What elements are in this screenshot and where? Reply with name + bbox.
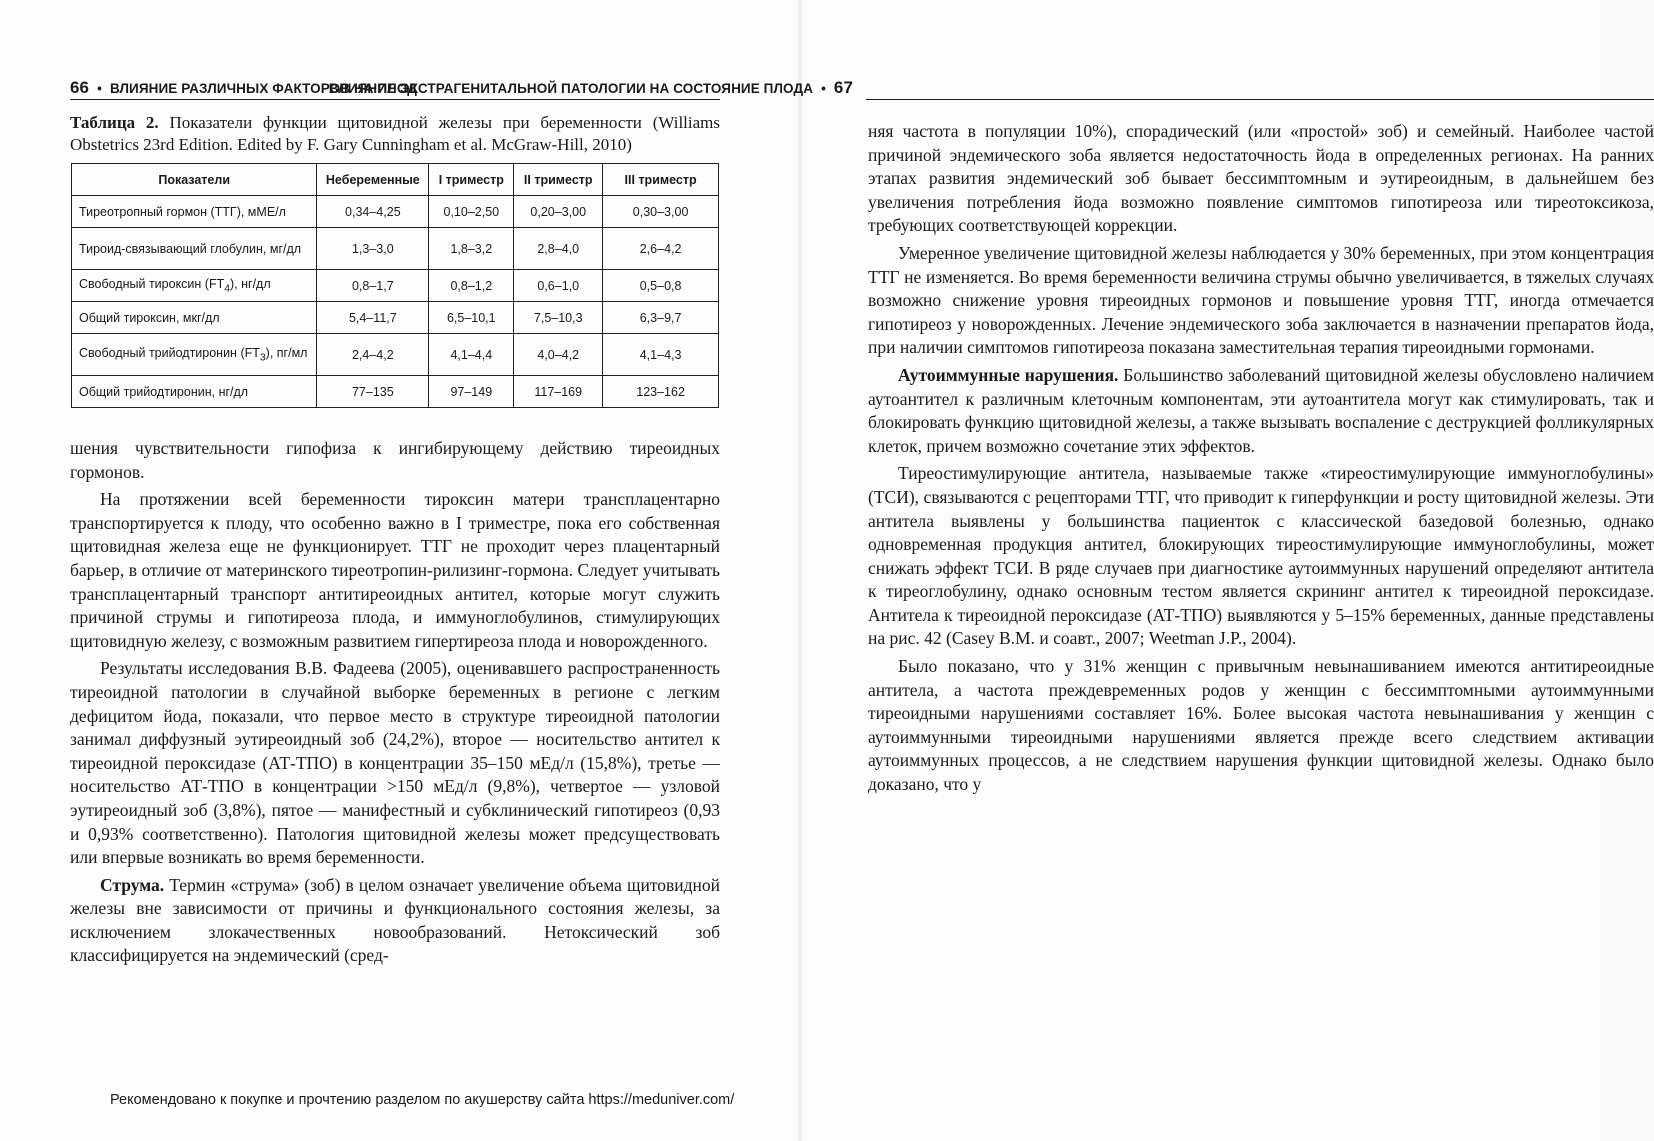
table-row (72, 376, 719, 408)
table-header-cell: I триместр (429, 164, 514, 196)
right-body-text (868, 120, 1654, 797)
row-label: Тироид-связывающий глобулин, мг/дл (72, 228, 317, 270)
row-label: Общий тироксин, мкг/дл (72, 302, 317, 334)
table-cell: 77–135 (317, 376, 429, 408)
paragraph: шения чувствительности гипофиза к ингибирующему действию тиреоидных гормонов. (70, 438, 720, 482)
table-cell: 4,1–4,3 (603, 334, 719, 376)
book-spine (798, 0, 802, 1141)
table-cell: 0,6–1,0 (514, 270, 603, 302)
table-cell: 0,8–1,2 (429, 270, 514, 302)
table-cell: 0,30–3,00 (603, 196, 719, 228)
left-page-number: 66 (70, 78, 90, 97)
table-cell: 97–149 (429, 376, 514, 408)
table-header-cell: Небеременные (317, 164, 429, 196)
table-row (72, 196, 719, 228)
table-cell: 6,5–10,1 (429, 302, 514, 334)
table-caption (70, 112, 720, 156)
left-header-title: ВЛИЯНИЕ РАЗЛИЧНЫХ ФАКТОРОВ НА ПЛОД (109, 81, 418, 96)
table-cell: 2,8–4,0 (514, 228, 603, 270)
left-header-rule (70, 99, 720, 100)
row-label: Общий трийодтиронин, нг/дл (72, 376, 317, 408)
table-cell: 7,5–10,3 (514, 302, 603, 334)
table-cell: 5,4–11,7 (317, 302, 429, 334)
table-cell: 1,3–3,0 (317, 228, 429, 270)
table-cell: 4,0–4,2 (514, 334, 603, 376)
right-running-header (248, 78, 853, 98)
autoimmune-text: Большинство заболеваний щитовидной железы обусловлено наличием аутоантител к различным клеточным компонентам, эти аутоантитела могут как стимулировать, так и блокировать функцию щитовидной железы, а также вызывать воспаление с деструкцией фолликулярных клеток, причем возможно сочетание этих эффектов. (868, 364, 1654, 456)
table-cell: 1,8–3,2 (429, 228, 514, 270)
paragraph: Умеренное увеличение щитовидной железы наблюдается у 30% беременных, при этом концентрация ТТГ не изменяется. Во время беременности величина струмы обычно увеличивается, в тяжелых случаях возможно снижение уровня тиреоидных гормонов и повышение уровня ТТГ, иногда отмечается гипотиреоз у новорожденных. Лечение эндемического зоба заключается в назначении препаратов йода, при наличии симптомов гипотиреоза показана заместительная терапия тиреоидными гормонами. (868, 242, 1654, 358)
paragraph: На протяжении всей беременности тироксин матери трансплацентарно транспортируется к плоду, что особенно важно в I триместре, пока его собственная щитовидная железа еще не функционирует. ТТГ не проходит через плацентарный барьер, в отличие от материнского тиреотропин-рилизинг-гормона. Следует учитывать трансплацентарный транспорт антитиреоидных антител, которые могут служить причиной струмы и гипотиреоза плода, и иммуноглобулинов, стимулирующих щитовидную железу, с возможным развитием гипертиреоза плода и новорожденного. (70, 489, 720, 651)
row-label-subscript: 4 (224, 283, 231, 295)
paragraph-autoimmune (868, 364, 1654, 458)
struma-term: Струма. (100, 874, 165, 895)
row-label-suffix: ), нг/дл (230, 276, 271, 291)
table-cell: 117–169 (514, 376, 603, 408)
table-cell: 0,34–4,25 (317, 196, 429, 228)
paragraph: Тиреостимулирующие антитела, называемые также «тиреостимулирующие иммуноглобулины» (ТСИ), связываются с рецепторами ТТГ, что приводит к гиперфункции и росту щитовидной железы. Эти антитела выявлены у большинства пациенток с классической базедовой болезнью, однако одновременная продукция антител, блокирующих тиреостимулирующие иммуноглобулины, может снижать эффект ТСИ. В ряде случаев при диагностике аутоиммунных нарушений определяют антитела к тиреоглобулину, однако основным тестом является скрининг антител к тиреоидной пероксидазе. Антитела к тиреоидной пероксидазе (АТ-ТПО) выявляются у 5–15% беременных, данные представлены на рис. 42 (Casey B.M. и соавт., 2007; Weetman J.P., 2004). (868, 463, 1654, 649)
table-header-cell: III триместр (603, 164, 719, 196)
paragraph-struma (70, 874, 720, 968)
table-cell: 0,5–0,8 (603, 270, 719, 302)
row-label-subscript: 3 (259, 352, 266, 364)
header-bullet: • (97, 81, 102, 96)
table-cell: 0,20–3,00 (514, 196, 603, 228)
table-cell: 0,10–2,50 (429, 196, 514, 228)
right-header-rule (866, 99, 1654, 100)
row-label-suffix: ), пг/мл (265, 345, 308, 360)
paragraph: Было показано, что у 31% женщин с привычным невынашиванием имеются антитиреоидные антитела, а частота преждевременных родов у женщин с бессимптомными аутоиммунными тиреоидными нарушениями составляет 16%. Более высокая частота невынашивания у женщин с аутоиммунными тиреоидными нарушениями является прежде всего следствием активации аутоиммунных процессов, а не следствием нарушения функции щитовидной железы. Однако было доказано, что у (868, 656, 1654, 795)
table-cell: 4,1–4,4 (429, 334, 514, 376)
table-cell: 123–162 (603, 376, 719, 408)
table-header-cell: Показатели (72, 164, 317, 196)
table-cell: 6,3–9,7 (603, 302, 719, 334)
row-label (72, 270, 317, 302)
row-label (72, 334, 317, 376)
table-row (72, 270, 719, 302)
paragraph: Результаты исследования В.В. Фадеева (2005), оценивавшего распространенность тиреоидной патологии в случайной выборке беременных в регионе с легким дефицитом йода, показали, что первое место в структуре тиреоидной патологии занимал диффузный эутиреоидный зоб (24,2%), второе — носительство антител к тиреоидной пероксидазе (АТ-ТПО) в концентрации 35–150 мЕд/л (15,8%), третье — носительство АТ-ТПО в концентрации >150 мЕд/л (9,8%), четвертое — узловой эутиреоидный зоб (3,8%), пятое — манифестный и субклинический гипотиреоз (0,93 и 0,93% соответственно). Патология щитовидной железы может предсуществовать или впервые возникать во время беременности. (70, 658, 720, 868)
table-cell: 2,4–4,2 (317, 334, 429, 376)
table-row (72, 334, 719, 376)
table-row (72, 302, 719, 334)
header-bullet: • (821, 81, 826, 96)
struma-text: Термин «струма» (зоб) в целом означает увеличение объема щитовидной железы вне зависимости от причины и функционального состояния железы, за исключением злокачественных новообразований. Нетоксический зоб классифицируется на эндемический (сред- (70, 874, 720, 966)
table-row (72, 228, 719, 270)
table-cell: 2,6–4,2 (603, 228, 719, 270)
row-label-text: Свободный тироксин (FT (79, 276, 225, 291)
row-label: Тиреотропный гормон (ТТГ), мМЕ/л (72, 196, 317, 228)
autoimmune-term: Аутоиммунные нарушения. (898, 364, 1119, 385)
right-page-number: 67 (833, 78, 853, 97)
table-header-cell: II триместр (514, 164, 603, 196)
table-caption-text: Показатели функции щитовидной железы при беременности (Williams Obstetrics 23rd Edition. Edited by F. Gary Cunningham et al. McGraw-Hill, 2010) (70, 113, 720, 154)
table-caption-label: Таблица 2. (70, 113, 159, 132)
left-body-text (70, 437, 720, 968)
thyroid-function-table (71, 163, 719, 408)
row-label-text: Свободный трийодтиронин (FT (79, 345, 260, 360)
table-header-row (72, 164, 719, 196)
right-header-title: ВЛИЯНИЕ ЭКСТРАГЕНИТАЛЬНОЙ ПАТОЛОГИИ НА СОСТОЯНИЕ ПЛОДА (328, 81, 814, 96)
paragraph: няя частота в популяции 10%), спорадический (или «простой» зоб) и семейный. Наиболее частой причиной эндемического зоба является недостаточность йода в определенных регионах. На ранних этапах развития эндемический зоб бывает бессимптомным и эутиреоидным, в дальнейшем без увеличения потребления йода возможно появление симптомов гипотиреоза или тиреотоксикоза, требующих соответствующей коррекции. (868, 121, 1654, 236)
table-cell: 0,8–1,7 (317, 270, 429, 302)
footer-recommendation: Рекомендовано к покупке и прочтению разделом по акушерству сайта https://meduniver.com/ (110, 1092, 735, 1108)
